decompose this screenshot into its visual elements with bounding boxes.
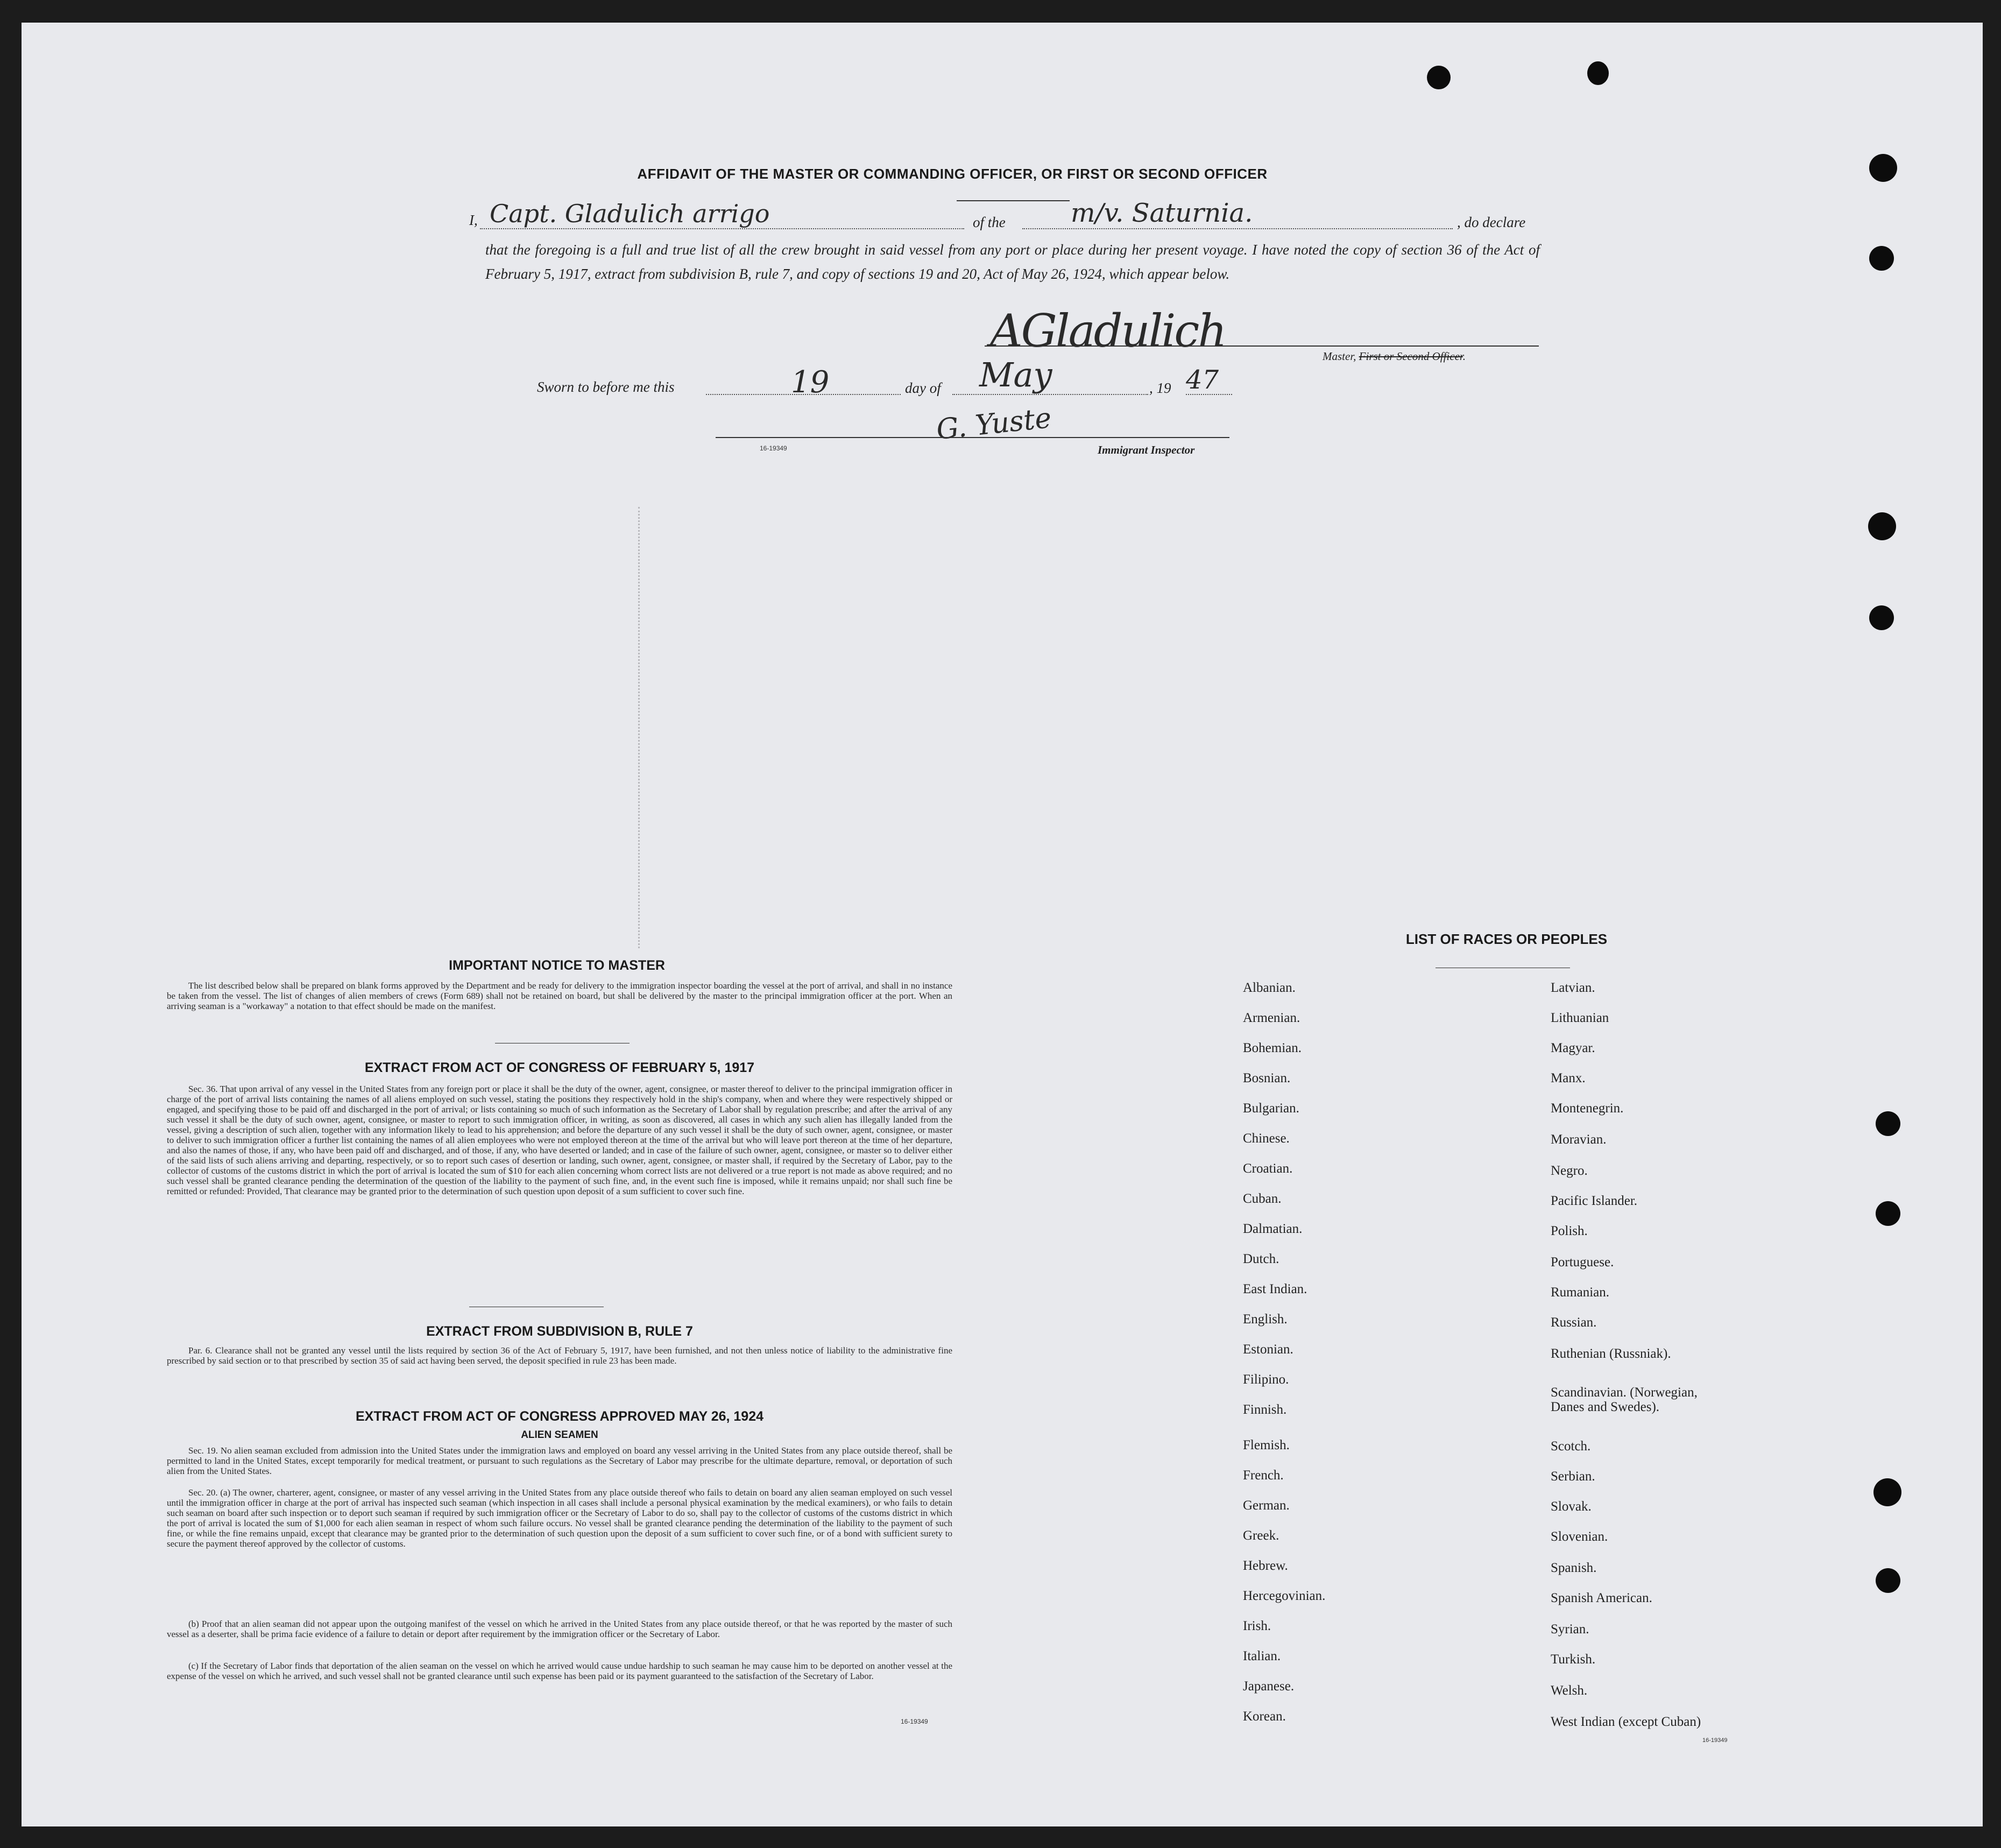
race-item: West Indian (except Cuban) (1551, 1715, 1701, 1729)
do-declare-label: , do declare (1457, 214, 1526, 230)
race-item: Scandinavian. (Norwegian, Danes and Swedes). (1551, 1385, 1698, 1414)
race-item: Bosnian. (1243, 1071, 1291, 1085)
race-item: Armenian. (1243, 1011, 1300, 1025)
race-item: Bulgarian. (1243, 1101, 1299, 1116)
race-item: Italian. (1243, 1649, 1281, 1663)
day-of-label: day of (905, 380, 941, 396)
race-item: Serbian. (1551, 1469, 1595, 1484)
punch-hole (1873, 1478, 1901, 1506)
master-signature-line (985, 345, 1539, 347)
races-title: LIST OF RACES OR PEOPLES (1405, 931, 1608, 947)
of-the-label: of the (973, 214, 1006, 230)
punch-hole (1869, 246, 1894, 271)
notice-title: IMPORTANT NOTICE TO MASTER (449, 958, 665, 973)
extract-1917-title: EXTRACT FROM ACT OF CONGRESS OF FEBRUARY 5, 1917 (364, 1060, 755, 1075)
master-label-end: . (1462, 350, 1466, 363)
race-item: Manx. (1551, 1071, 1586, 1085)
race-item: Russian. (1551, 1315, 1597, 1330)
race-item: French. (1243, 1468, 1284, 1483)
race-item: Chinese. (1243, 1131, 1290, 1146)
race-item: Syrian. (1551, 1622, 1589, 1637)
inspector-label: Immigrant Inspector (1098, 443, 1195, 456)
race-item: Lithuanian (1551, 1011, 1609, 1025)
affidavit-form-number: 16-19349 (760, 445, 787, 452)
punch-hole (1869, 605, 1894, 630)
race-item: Spanish American. (1551, 1591, 1652, 1605)
officer-name-line (480, 228, 964, 229)
races-form-number: 16-19349 (1702, 1737, 1728, 1744)
race-item: Dutch. (1243, 1252, 1279, 1266)
officer-name: Capt. Gladulich arrigo (490, 199, 770, 228)
extract-form-number: 16-19349 (901, 1718, 928, 1725)
race-item: English. (1243, 1312, 1288, 1327)
race-item: Latvian. (1551, 981, 1595, 995)
extract-rule7-body: Par. 6. Clearance shall not be granted any vessel until the lists required by section 36 of the Act of February 5, 1917, have been furnished, and not then unless notice of liability to the administrative fine prescribed by said section or to that prescribed by section 35 of said act having been served, the deposit specified in rule 23 has been made. (167, 1345, 952, 1366)
race-item: Pacific Islander. (1551, 1194, 1638, 1208)
affidavit-body: that the foregoing is a full and true list of all the crew brought in said vessel from any port or place during her present voyage. I have noted the copy of section 36 of the Act of February 5, 1917, extract from subdivision B, rule 7, and copy of sections 19 and 20, Act of May 26, 1924, which appear below. (485, 242, 1540, 282)
affidavit-line1-prefix: I, (469, 212, 478, 228)
sec20c-body: (c) If the Secretary of Labor finds that deportation of the alien seaman on the vessel on which he arrived would cause undue hardship to such seaman he may cause him to be deported on another vessel at the expense of the vessel on which he arrived, and such vessel shall not be granted clearance until such expense has been paid or its payment guaranteed to the satisfaction of the Secretary of Labor. (167, 1661, 952, 1681)
inspector-signature-line (716, 437, 1229, 438)
inspector-signature: G. Yuste (935, 401, 1053, 447)
race-item: Estonian. (1243, 1342, 1293, 1357)
race-item: Greek. (1243, 1528, 1279, 1543)
race-item: Cuban. (1243, 1191, 1282, 1206)
race-item: Welsh. (1551, 1683, 1588, 1698)
race-item: Hebrew. (1243, 1558, 1288, 1573)
punch-hole (1869, 154, 1897, 182)
extract-rule7-title: EXTRACT FROM SUBDIVISION B, RULE 7 (426, 1324, 693, 1339)
race-item: Filipino. (1243, 1372, 1289, 1387)
race-item: Scotch. (1551, 1439, 1591, 1454)
race-item: Albanian. (1243, 981, 1296, 995)
race-item: Hercegovinian. (1243, 1589, 1326, 1603)
master-signature: AGladulich (990, 305, 1226, 357)
sec20a-body: Sec. 20. (a) The owner, charterer, agent, consignee, or master of any vessel arriving in the United States from any place outside thereof who fails to detain on board any alien seaman employed on such vessel until the immigration officer in charge at the port of arrival has inspected such seaman (which inspection in all cases shall include a personal physical examination by the medical examiners), or who fails to detain such seaman on board after such inspection or to deport such seaman if required by such immigration officer or the Secretary of Labor to do so, shall pay to the collector of customs of the customs district in which the port of arrival is located the sum of $1,000 for each alien seaman in respect of whom such failure occurs. No vessel shall be granted clearance pending the determination of the liability to the payment of such fine, or while the fine remains unpaid, except that clearance may be granted prior to the determination of such question upon the deposit of a sum sufficient to cover such fine, or of a bond with sufficient surety to secure the payment thereof approved by the collector of customs. (167, 1487, 952, 1549)
sec19-body: Sec. 19. No alien seaman excluded from admission into the United States under the immigration laws and employed on board any vessel arriving in the United States from any place outside thereof, shall be permitted to land in the United States, except temporarily for medical treatment, or pursuant to such regulations as the Secretary of Labor may prescribe for the ultimate departure, removal, or deportation of such alien from the United States. (167, 1445, 952, 1476)
race-item: Irish. (1243, 1619, 1271, 1633)
race-item: Spanish. (1551, 1561, 1597, 1575)
document-sheet (22, 23, 1983, 1826)
race-item: Finnish. (1243, 1402, 1287, 1417)
extract-1924-subtitle: ALIEN SEAMEN (521, 1429, 598, 1441)
race-item: Portuguese. (1551, 1255, 1614, 1269)
affidavit-title: AFFIDAVIT OF THE MASTER OR COMMANDING OFFICER, OR FIRST OR SECOND OFFICER (637, 166, 1268, 182)
race-item: Magyar. (1551, 1041, 1595, 1055)
race-item: Slovenian. (1551, 1529, 1608, 1544)
year-prefix: , 19 (1149, 380, 1171, 396)
punch-hole (1587, 61, 1609, 85)
race-item: Turkish. (1551, 1652, 1596, 1667)
sworn-prefix: Sworn to before me this (537, 379, 675, 395)
race-item: Polish. (1551, 1224, 1588, 1238)
race-item: Korean. (1243, 1709, 1286, 1724)
notice-body: The list described below shall be prepared on blank forms approved by the Department and be ready for delivery to the immigration inspector boarding the vessel at the port of arrival, and shall in no instance be taken from the vessel. The list of changes of alien members of crews (Form 689) shall not be retained on board, but shall be delivered by the master to the principal immigration officer at the port. When an arriving seaman is a "workaway" a notation to that effect should be made on the manifest. (167, 981, 952, 1011)
struck-officer-label: First or Second Officer (1359, 350, 1463, 363)
punch-hole (1876, 1111, 1900, 1136)
race-item: Flemish. (1243, 1438, 1290, 1452)
punch-hole (1876, 1568, 1900, 1593)
punch-hole (1876, 1201, 1900, 1226)
race-item: Slovak. (1551, 1499, 1592, 1514)
vessel-name: m/v. Saturnia. (1071, 198, 1253, 228)
sec20b-body: (b) Proof that an alien seaman did not appear upon the outgoing manifest of the vessel on which he arrived in the United States from any place outside thereof, or that he was reported by the master of such vessel as a deserter, shall be prima facie evidence of a failure to detain or deport after requirement by the immigration officer or the Secretary of Labor. (167, 1619, 952, 1639)
extract-1924-title: EXTRACT FROM ACT OF CONGRESS APPROVED MAY 26, 1924 (355, 1409, 764, 1424)
race-item: East Indian. (1243, 1282, 1307, 1296)
race-item: Croatian. (1243, 1161, 1293, 1176)
sworn-day: 19 (791, 365, 830, 400)
master-label-group (1323, 350, 1466, 363)
race-item: Montenegrin. (1551, 1101, 1624, 1116)
race-item: Dalmatian. (1243, 1222, 1303, 1236)
race-item: Ruthenian (Russniak). (1551, 1346, 1671, 1361)
vessel-name-line (1022, 228, 1453, 229)
race-item: Bohemian. (1243, 1041, 1302, 1055)
race-item: German. (1243, 1498, 1290, 1513)
sworn-year-line (1186, 394, 1232, 395)
extract-1917-body: Sec. 36. That upon arrival of any vessel in the United States from any foreign port or place it shall be the duty of the owner, agent, consignee, or master thereof to deliver to the principal immigration officer in charge of the port of arrival lists containing the names of all aliens employed on such vessel, stating the positions they respectively hold in the ship's company, when and where they were respectively shipped or engaged, and specifying those to be paid off and discharged in the port of arrival; or lists containing so much of such information as the Secretary of Labor shall by regulation prescribe; and after the arrival of any such vessel it shall be the duty of such owner, agent, consignee, or master to report to such immigration officer, in writing, as soon as discovered, all cases in which any such alien has illegally landed from the vessel, giving a description of such alien, together with any information likely to lead to his apprehension; and before the departure of any such vessel it shall be the duty of such owner, agent, consignee, or master to deliver to such immigration officer a further list containing the names of all alien employees who were not employed thereon at the time of the arrival but who will leave port thereon at the time of her departure, and also the names of those, if any, who have been paid off and discharged, and of those, if any, who have deserted or landed; and in case of the failure of such owner, agent, consignee, or master so to deliver either of the said lists of such aliens arriving and departing, respectively, or so to report such cases of desertion or landing, such owner, agent, consignee, or master shall, if required by the Secretary of Labor, pay to the collector of customs of the customs district in which the port of arrival is located the sum of $10 for each alien concerning whom correct lists are not delivered or a true report is not made as above required; and no such vessel shall be granted clearance pending the determination of the question of the liability to the payment of such fine, and, in the event such fine is imposed, while it remains unpaid; nor shall such fine be remitted or refunded: Provided, That clearance may be granted prior to the determination of such question upon deposit of a sum sufficient to cover such fine. (167, 1084, 952, 1196)
race-item: Moravian. (1551, 1132, 1607, 1147)
race-item: Rumanian. (1551, 1285, 1610, 1300)
sworn-month: May (979, 355, 1052, 394)
punch-hole (1868, 512, 1896, 540)
punch-hole (1427, 66, 1451, 89)
sworn-year: 47 (1186, 365, 1219, 395)
race-item: Japanese. (1243, 1679, 1295, 1694)
faint-dotted-column (638, 507, 641, 948)
race-item: Negro. (1551, 1163, 1588, 1178)
master-label: Master, (1323, 350, 1356, 363)
handwritten-underline (957, 200, 1070, 201)
